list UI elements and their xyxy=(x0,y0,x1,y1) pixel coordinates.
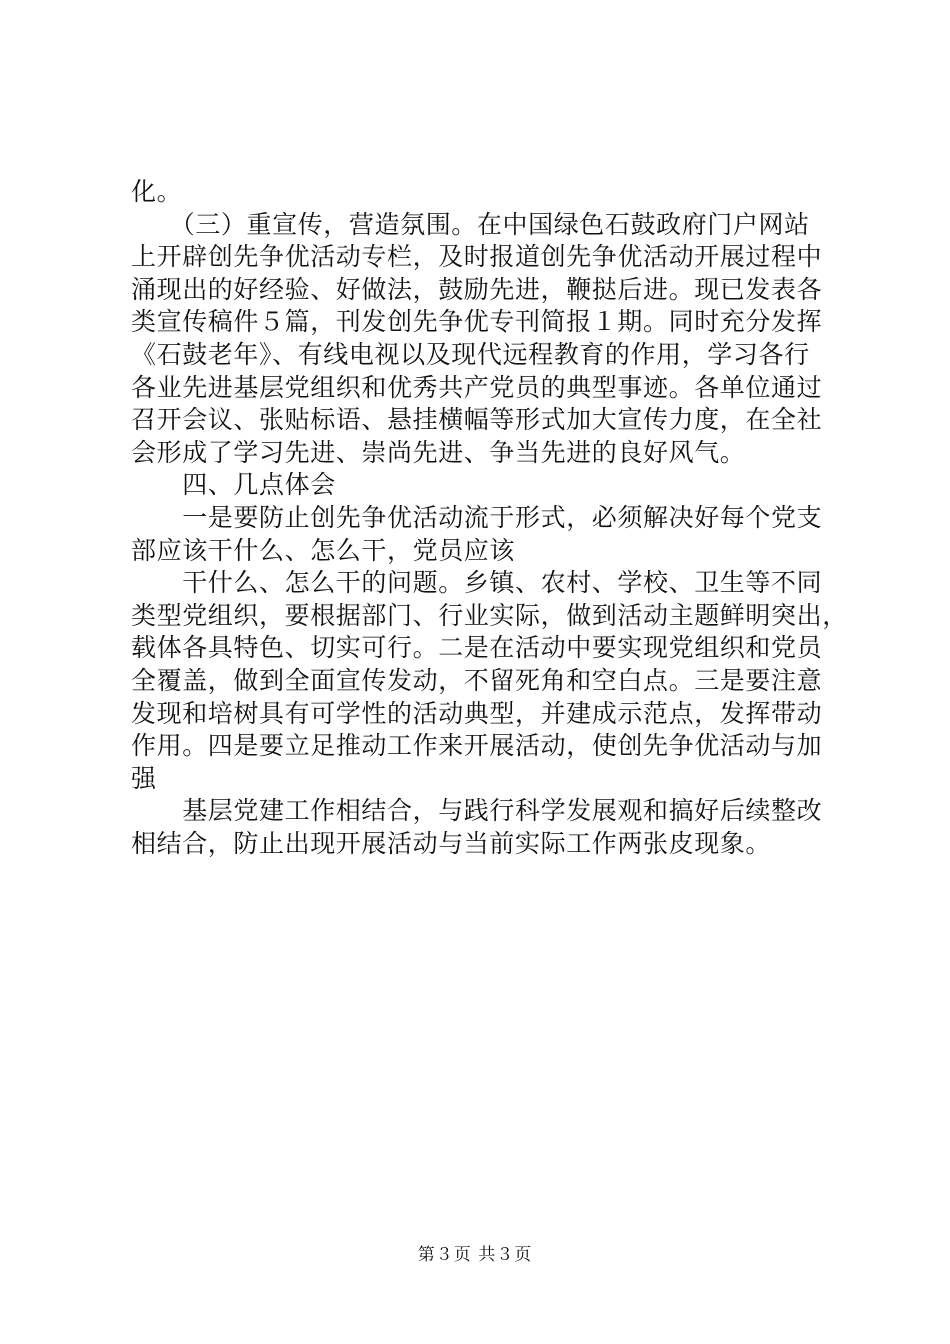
text-line: 相结合，防止出现开展活动与当前实际工作两张皮现象。 xyxy=(131,829,772,858)
text-line: 上开辟创先争优活动专栏，及时报道创先争优活动开展过程中 xyxy=(131,242,823,271)
text-line: 作用。四是要立足推动工作来开展活动，使创先争优活动与加 xyxy=(131,731,823,760)
text-line: 部应该干什么、怎么干，党员应该 xyxy=(131,536,516,565)
text-line: 会形成了学习先进、崇尚先进、争当先进的良好风气。 xyxy=(131,438,746,467)
text-line: 干什么、怎么干的问题。乡镇、农村、学校、卫生等不同 xyxy=(131,568,823,597)
text-line: 各业先进基层党组织和优秀共产党员的典型事迹。各单位通过 xyxy=(131,373,823,402)
text-line: 发现和培树具有可学性的活动典型，并建成示范点，发挥带动 xyxy=(131,699,823,728)
text-line: 召开会议、张贴标语、悬挂横幅等形式加大宣传力度，在全社 xyxy=(131,405,823,434)
text-line: （三）重宣传，营造氛围。在中国绿色石鼓政府门户网站 xyxy=(131,210,810,239)
text-line: 涌现出的好经验、好做法，鼓励先进，鞭挞后进。现已发表各 xyxy=(131,275,823,304)
text-line: 载体各具特色、切实可行。二是在活动中要实现党组织和党员 xyxy=(131,633,823,662)
text-line: 化。 xyxy=(131,177,183,206)
section-heading: 四、几点体会 xyxy=(131,470,336,499)
text-line: 类型党组织，要根据部门、行业实际，做到活动主题鲜明突出， xyxy=(131,601,848,630)
page-footer: 第３页 共３页 xyxy=(417,1245,533,1265)
text-line: 《石鼓老年》、有线电视以及现代远程教育的作用，学习各行 xyxy=(131,340,810,369)
text-line: 类宣传稿件５篇，刊发创先争优专刊简报１期。同时充分发挥 xyxy=(131,307,823,336)
text-line: 全覆盖，做到全面宣传发动，不留死角和空白点。三是要注意 xyxy=(131,666,823,695)
text-line: 一是要防止创先争优活动流于形式，必须解决好每个党支 xyxy=(131,503,823,532)
text-line: 强 xyxy=(131,764,157,793)
text-line: 基层党建工作相结合，与践行科学发展观和搞好后续整改 xyxy=(131,796,823,825)
